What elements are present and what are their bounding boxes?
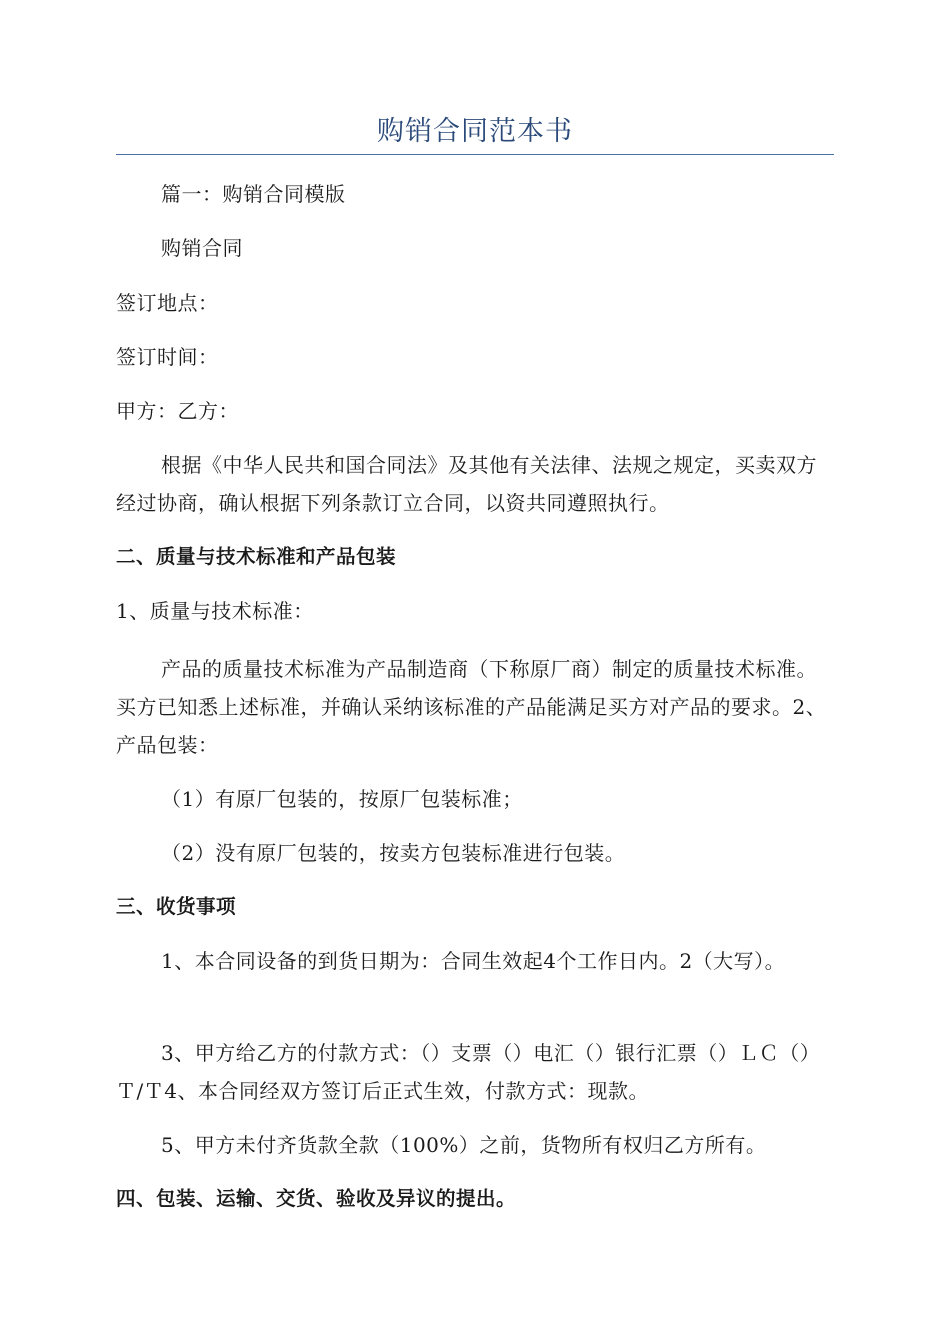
paragraph-parties: 甲方：乙方： xyxy=(116,399,239,423)
paragraph-contract-heading: 购销合同 xyxy=(161,236,243,260)
paragraph-signing-place: 签订地点： xyxy=(116,291,219,315)
title-underline xyxy=(116,154,834,155)
paragraph-signing-time: 签订时间： xyxy=(116,345,219,369)
paragraph-delivery-date: 1、本合同设备的到货日期为：合同生效起4个工作日内。2（大写）。 xyxy=(161,949,786,973)
paragraph-payment-method: 3、甲方给乙方的付款方式：（）支票（）电汇（）银行汇票（）ＬＣ（）Ｔ/Ｔ4、本合同经双方签订后正式生效，付款方式：现款。 xyxy=(116,1041,821,1103)
paragraph-quality-detail: 产品的质量技术标准为产品制造商（下称原厂商）制定的质量技术标准。买方已知悉上述标准，并确认采纳该标准的产品能满足买方对产品的要求。2、产品包装： xyxy=(116,657,827,757)
paragraph-preamble: 根据《中华人民共和国合同法》及其他有关法律、法规之规定，买卖双方经过协商，确认根据下列条款订立合同，以资共同遵照执行。 xyxy=(116,453,817,515)
section-heading-four: 四、包装、运输、交货、验收及异议的提出。 xyxy=(116,1187,517,1210)
document-title: 购销合同范本书 xyxy=(377,116,573,147)
paragraph-packaging-item-1: （1）有原厂包装的，按原厂包装标准； xyxy=(161,787,523,811)
section-heading-two: 二、质量与技术标准和产品包装 xyxy=(116,545,397,568)
paragraph-quality-standard: 1、质量与技术标准： xyxy=(116,599,314,623)
paragraph-ownership: 5、甲方未付齐货款全款（100%）之前，货物所有权归乙方所有。 xyxy=(161,1133,767,1157)
paragraph-packaging-item-2: （2）没有原厂包装的，按卖方包装标准进行包装。 xyxy=(161,841,626,865)
section-heading-three: 三、收货事项 xyxy=(116,895,237,918)
paragraph-part-one: 篇一：购销合同模版 xyxy=(161,182,346,206)
